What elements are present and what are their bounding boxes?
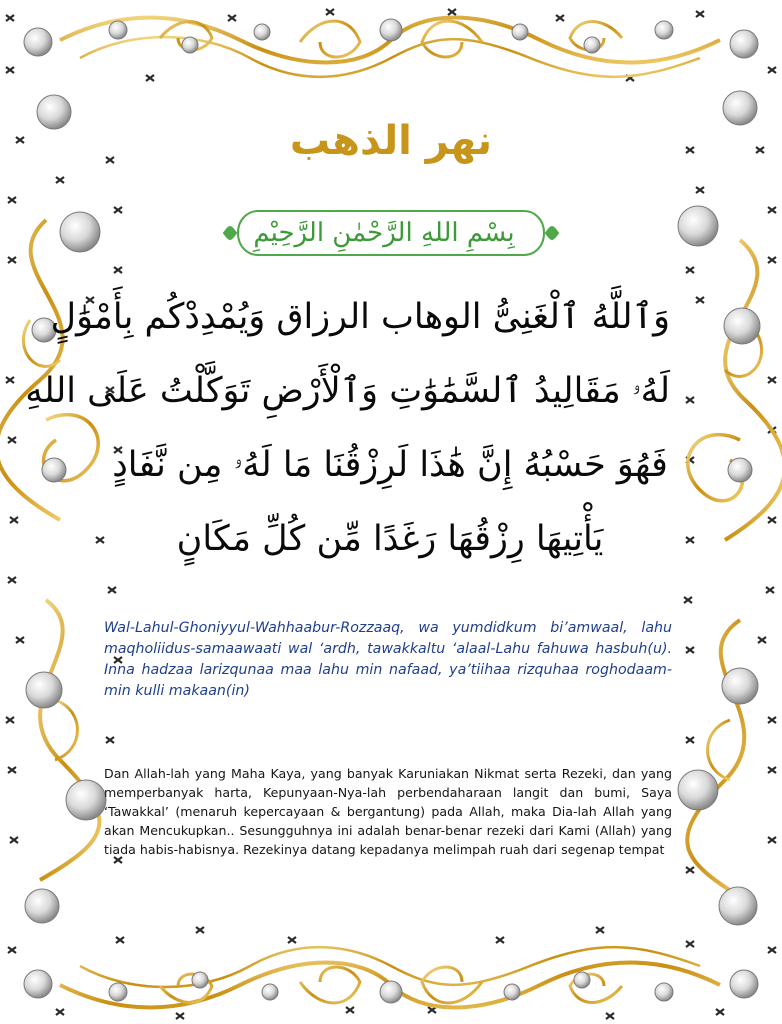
arabic-line-3: فَهُوَ حَسْبُهُ إِنَّ هَٰذَا لَرِزْقُنَا مَا لَهُۥ مِن نَّفَادٍ (112, 445, 668, 485)
sparkle (768, 377, 776, 383)
sparkle (8, 947, 16, 953)
sparkle (116, 937, 124, 943)
pearl (504, 984, 520, 1000)
arabic-line-1: وَٱللَّهُ ٱلْغَنِىُّ الوهاب الرزاق وَيُمْدِدْكُم بِأَمْوَٰلٍ (50, 297, 670, 337)
sparkle (56, 177, 64, 183)
sparkle (96, 537, 104, 543)
sparkle (8, 577, 16, 583)
sparkle (768, 717, 776, 723)
pearl (722, 668, 758, 704)
sparkle (114, 267, 122, 273)
transliteration-paragraph: Wal-Lahul-Ghoniyyul-Wahhaabur-Rozzaaq, wa yumdidkum bi’amwaal, lahu maqholiidus-samaawaati wal ‘ardh, tawakkaltu ‘alaal-Lahu fahuwa hasbuh(u). Inna hadzaa larizqunaa maa lahu min nafaad, ya’tiihaa rizquhaa roghodaam-min kulli makaan(in) (104, 620, 672, 699)
pearl (109, 21, 127, 39)
sparkle (768, 517, 776, 523)
sparkle (686, 267, 694, 273)
sparkle (8, 257, 16, 263)
sparkle (8, 767, 16, 773)
pearl (26, 672, 62, 708)
sparkle (696, 11, 704, 17)
sparkle (768, 257, 776, 263)
basmala (228, 204, 540, 262)
sparkle (176, 1013, 184, 1019)
sparkle (696, 187, 704, 193)
pearl (25, 889, 59, 923)
sparkle (556, 15, 564, 21)
sparkle (684, 597, 692, 603)
arabic-line-4: يَأْتِيهَا رِزْقُهَا رَغَدًا مِّن كُلِّ مَكَانٍ (176, 519, 604, 559)
pearl (574, 972, 590, 988)
sparkle (696, 297, 704, 303)
sparkle (686, 941, 694, 947)
sparkle (346, 1007, 354, 1013)
pearl (655, 21, 673, 39)
sparkle (686, 737, 694, 743)
sparkle (108, 587, 116, 593)
basmala-text: بِسْمِ اللهِ الرَّحْمٰنِ الرَّحِيْمِ (253, 218, 515, 248)
sparkle (288, 937, 296, 943)
pearl (109, 983, 127, 1001)
sparkle (196, 927, 204, 933)
pearl (730, 30, 758, 58)
pearl (66, 780, 106, 820)
sparkle (16, 637, 24, 643)
pearl (254, 24, 270, 40)
sparkle (758, 637, 766, 643)
sparkle (766, 587, 774, 593)
pearl (678, 206, 718, 246)
sparkle (686, 397, 694, 403)
pearl (192, 972, 208, 988)
sparkle (56, 1009, 64, 1015)
meaning-paragraph: Dan Allah-lah yang Maha Kaya, yang banyak Karuniakan Nikmat serta Rezeki, dan yang memperbanyak harta, Kepunyaan-Nya-lah perbendaharaan langit dan bumi, Saya ‘Tawakkal’ (menaruh kepercayaan & bergantung) pada Allah, maka Dia-lah Allah yang akan Mencukupkan.. Sesungguhnya ini adalah benar-benar rezeki dari Kami (Allah) yang tiada habis-habisnya. Rezekinya datang kepadanya melimpah ruah dari segenap tempat (104, 766, 672, 857)
page-title: نهر الذهب (289, 118, 493, 164)
sparkle (716, 1009, 724, 1015)
arabic-line-2: لَهُۥ مَقَالِيدُ ٱلسَّمَٰوَٰتِ وَٱلْأَرْضِ تَوَكَّلْتُ عَلَى اللهِ (25, 371, 670, 411)
sparkle (448, 9, 456, 15)
sparkle (326, 9, 334, 15)
sparkle (768, 207, 776, 213)
sparkle (146, 75, 154, 81)
sparkle (768, 67, 776, 73)
sparkle (686, 647, 694, 653)
sparkle (10, 837, 18, 843)
sparkle (8, 437, 16, 443)
pearl (512, 24, 528, 40)
sparkle (686, 867, 694, 873)
pearl (60, 212, 100, 252)
pearl (719, 887, 757, 925)
pearl (262, 984, 278, 1000)
pearl (380, 981, 402, 1003)
pearl (380, 19, 402, 41)
sparkle (496, 937, 504, 943)
pearl (24, 970, 52, 998)
pearl (724, 308, 760, 344)
sparkle (8, 197, 16, 203)
pearl (584, 37, 600, 53)
pearl (728, 458, 752, 482)
pearl (42, 458, 66, 482)
sparkle (606, 1013, 614, 1019)
sparkle (114, 207, 122, 213)
sparkle (106, 737, 114, 743)
sparkle (768, 947, 776, 953)
sparkle (768, 767, 776, 773)
sparkle (768, 837, 776, 843)
sparkle (6, 717, 14, 723)
pearl (655, 983, 673, 1001)
sparkle (6, 377, 14, 383)
pearl (24, 28, 52, 56)
sparkle (228, 15, 236, 21)
sparkle (686, 537, 694, 543)
sparkle (6, 15, 14, 21)
sparkle (596, 927, 604, 933)
pearl (182, 37, 198, 53)
sparkle (6, 67, 14, 73)
arabic-verse (25, 280, 670, 576)
pearl (678, 770, 718, 810)
sparkle (10, 517, 18, 523)
pearl (730, 970, 758, 998)
